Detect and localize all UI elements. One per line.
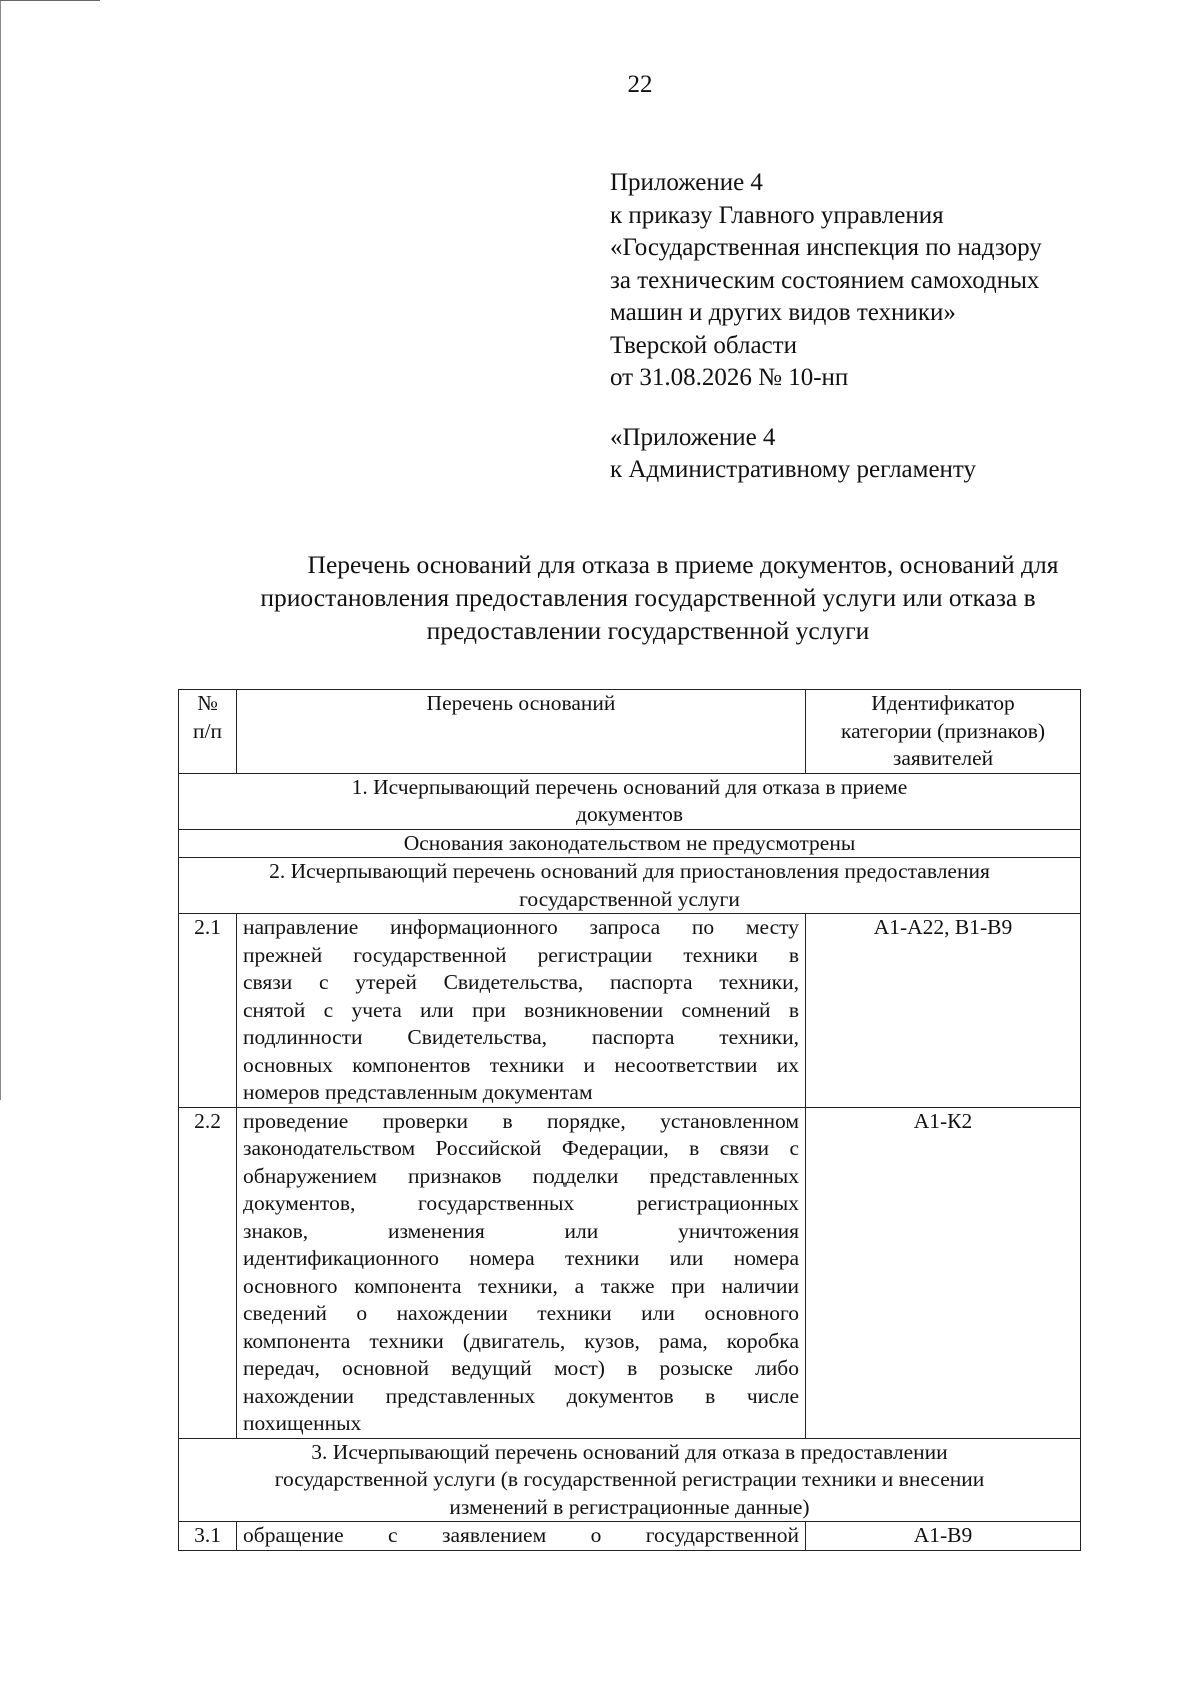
regulation-line: «Приложение 4: [610, 423, 776, 451]
header-num-cell: № п/п: [179, 690, 237, 774]
table-row: [179, 914, 1081, 1108]
row-number: 3.1: [179, 1522, 237, 1551]
appendix-line: Приложение 4: [610, 169, 763, 196]
title-line: приостановления предоставления государственной услуги или отказа в: [260, 583, 1036, 612]
applicant-category-id: А1-А22, В1-В9: [806, 914, 1081, 1108]
scan-edge-left: [0, 0, 1, 1100]
page-number: 22: [627, 71, 653, 98]
appendix-line: от 31.08.2026 № 10-нп: [610, 364, 849, 391]
appendix-line: к приказу Главного управления: [610, 201, 944, 229]
appendix-line: «Государственная инспекция по надзору: [610, 234, 1042, 261]
grounds-table: [178, 689, 1081, 1551]
section-3-heading: 3. Исчерпывающий перечень оснований для отказа в предоставлении государственной услуги (в государственной регистрации техники и внесении изменений в регистрационные данные): [179, 1438, 1081, 1522]
section-1-note: Основания законодательством не предусмотрены: [179, 829, 1081, 858]
appendix-line: за техническим состоянием самоходных: [610, 266, 1040, 294]
section-row: [179, 829, 1081, 858]
applicant-category-id: А1-К2: [806, 1107, 1081, 1438]
ground-text: проведение проверки в порядке, установленном законодательством Российской Федерации, в связи с обнаружением признаков подделки представленных документов, государственных регистрационных знаков, изменения или уничтожения идентификационного номера техники или номера основного компонента техники, а также при наличии сведений о нахождении техники или основного компонента техники (двигатель, кузов, рама, коробка передач, основной ведущий мост) в розыске либо нахождении представленных документов в числе похищенных: [237, 1107, 806, 1438]
title-line: предоставлении государственной услуги: [426, 616, 870, 645]
applicant-category-id: А1-В9: [806, 1522, 1081, 1551]
table-header-row: [179, 690, 1081, 774]
header-id-cell: Идентификатор категории (признаков) заявителей: [806, 690, 1081, 774]
section-2-heading: 2. Исчерпывающий перечень оснований для приостановления предоставления государственной услуги: [179, 858, 1081, 914]
ground-text: обращение с заявлением о государственной: [237, 1522, 806, 1551]
document-title: [188, 548, 1108, 647]
row-number: 2.1: [179, 914, 237, 1108]
title-line: Перечень оснований для отказа в приеме документов, оснований для: [307, 550, 1059, 579]
scan-edge-top: [0, 0, 100, 1]
section-row: [179, 773, 1081, 829]
section-row: [179, 1438, 1081, 1522]
table-row: [179, 1522, 1081, 1551]
ground-text: направление информационного запроса по месту прежней государственной регистрации техники в связи с утерей Свидетельства, паспорта техники, снятой с учета или при возникновении сомнений в подлинности Свидетельства, паспорта техники, основных компонентов техники и несоответствии их номеров представленным документам: [237, 914, 806, 1108]
section-row: [179, 858, 1081, 914]
appendix-line: машин и других видов техники»: [610, 299, 956, 326]
appendix-heading: [610, 167, 1130, 487]
header-text-cell: Перечень оснований: [237, 690, 806, 774]
regulation-line: к Административному регламенту: [610, 456, 977, 483]
section-1-heading: 1. Исчерпывающий перечень оснований для отказа в приеме документов: [179, 773, 1081, 829]
table-row: [179, 1107, 1081, 1438]
row-number: 2.2: [179, 1107, 237, 1438]
appendix-line: Тверской области: [610, 331, 797, 359]
